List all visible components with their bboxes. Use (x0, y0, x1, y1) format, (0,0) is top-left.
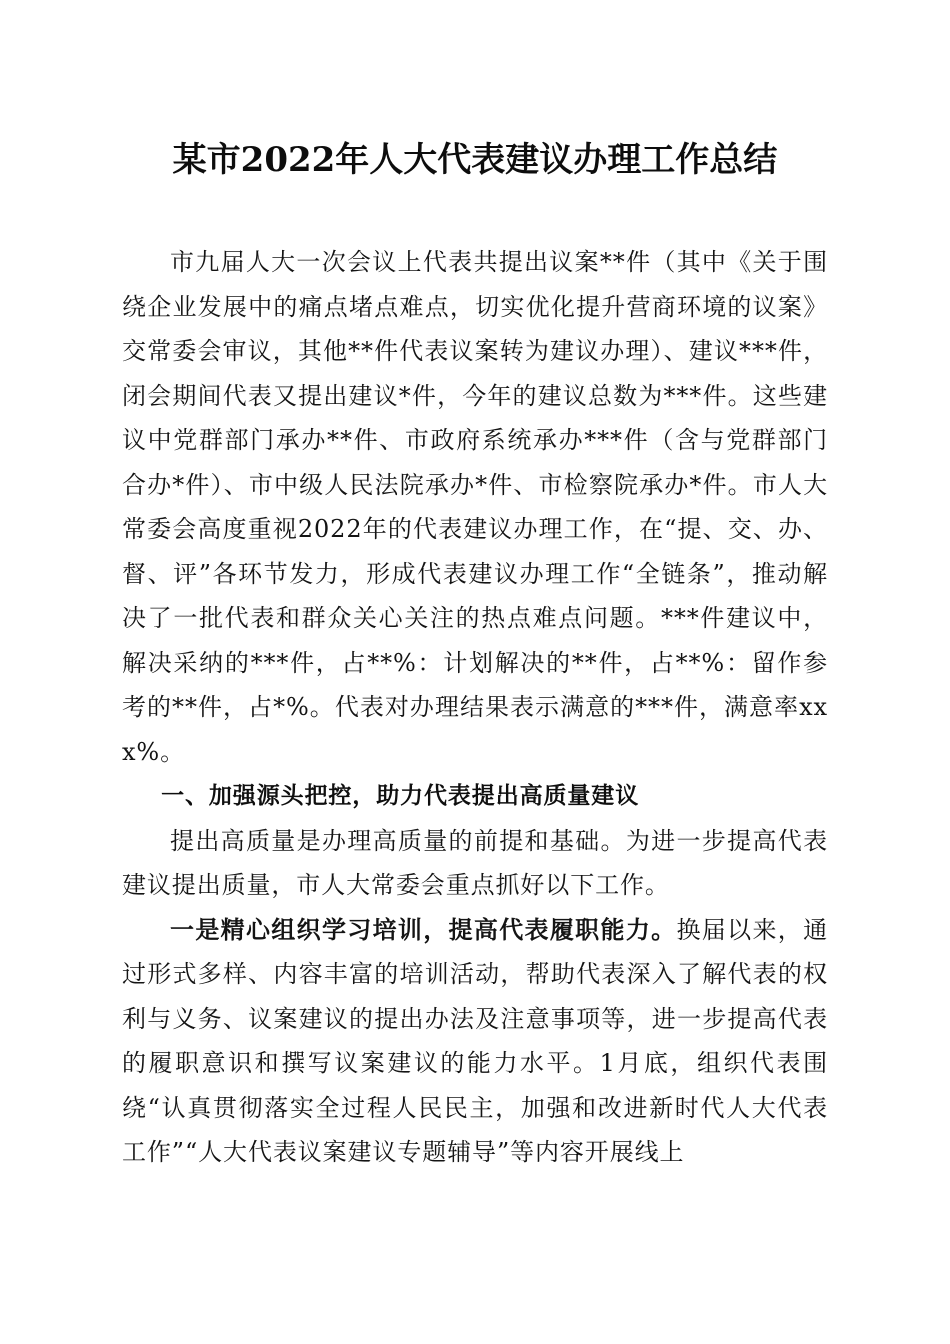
section-one-item-one (122, 908, 828, 1175)
item-one-text: 换届以来，通过形式多样、内容丰富的培训活动，帮助代表深入了解代表的权利与义务、议案建议的提出办法及注意事项等，进一步提高代表的履职意识和撰写议案建议的能力水平。1月底，组织代表围绕“认真贯彻落实全过程人民民主，加强和改进新时代人大代表工作”“人大代表议案建议专题辅导”等内容开展线上 (122, 915, 829, 1166)
document-body (122, 240, 828, 1175)
section-one-paragraph: 提出高质量是办理高质量的前提和基础。为进一步提高代表建议提出质量，市人大常委会重点抓好以下工作。 (122, 826, 828, 899)
item-one-lead: 一是精心组织学习培训，提高代表履职能力。 (170, 914, 677, 944)
document-title: 某市2022年人大代表建议办理工作总结 (172, 140, 778, 180)
intro-paragraph: 市九届人大一次会议上代表共提出议案**件（其中《关于围绕企业发展中的痛点堵点难点，切实优化提升营商环境的议案》交常委会审议，其他**件代表议案转为建议办理）、建议***件，闭会期间代表又提出建议*件，今年的建议总数为***件。这些建议中党群部门承办**件、市政府系统承办***件（含与党群部门合办*件）、市中级人民法院承办*件、市检察院承办*件。市人大常委会高度重视2022年的代表建议办理工作，在“提、交、办、督、评”各环节发力，形成代表建议办理工作“全链条”，推动解决了一批代表和群众关心关注的热点难点问题。***件建议中，解决采纳的***件，占**%：计划解决的**件，占**%：留作参考的**件，占*%。代表对办理结果表示满意的***件，满意率xxx%。 (122, 248, 828, 766)
section-one-heading: 一、加强源头把控，助力代表提出高质量建议 (161, 783, 640, 809)
